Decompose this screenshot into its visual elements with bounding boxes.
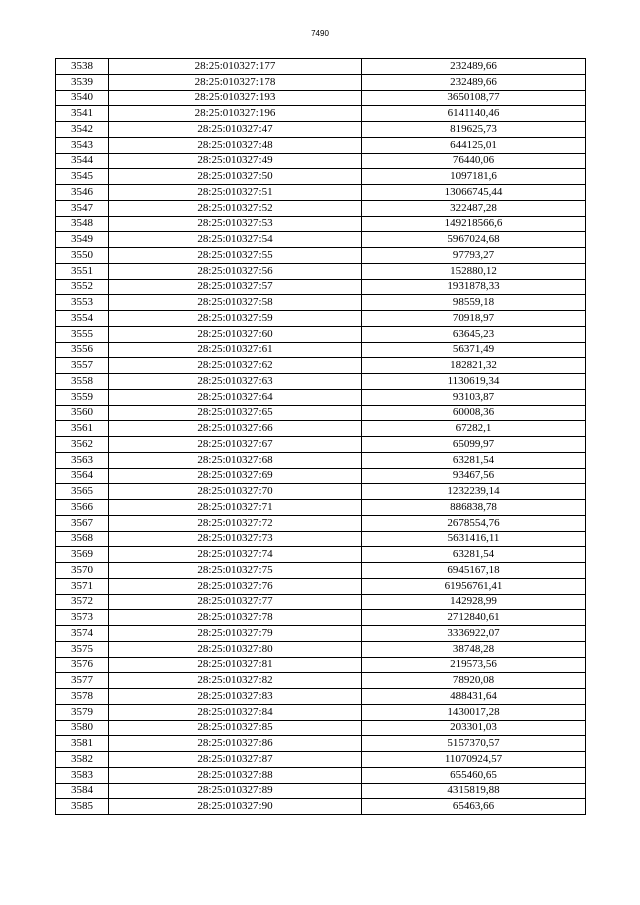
table-row xyxy=(56,610,586,626)
cadastral-number-cell: 28:25:010327:74 xyxy=(109,547,362,563)
cadastral-number-cell: 28:25:010327:59 xyxy=(109,311,362,327)
table-row xyxy=(56,405,586,421)
cadastral-number-cell: 28:25:010327:58 xyxy=(109,295,362,311)
cadastral-number-cell: 28:25:010327:80 xyxy=(109,641,362,657)
table-row xyxy=(56,263,586,279)
cadastral-value-cell: 232489,66 xyxy=(362,59,586,75)
row-number-cell: 3538 xyxy=(56,59,109,75)
table-row xyxy=(56,736,586,752)
table-row xyxy=(56,578,586,594)
row-number-cell: 3565 xyxy=(56,484,109,500)
cadastral-value-cell: 152880,12 xyxy=(362,263,586,279)
table-row xyxy=(56,90,586,106)
table-row xyxy=(56,720,586,736)
row-number-cell: 3581 xyxy=(56,736,109,752)
cadastral-number-cell: 28:25:010327:54 xyxy=(109,232,362,248)
cadastral-value-cell: 322487,28 xyxy=(362,200,586,216)
row-number-cell: 3548 xyxy=(56,216,109,232)
cadastral-number-cell: 28:25:010327:72 xyxy=(109,515,362,531)
cadastral-number-cell: 28:25:010327:76 xyxy=(109,578,362,594)
row-number-cell: 3567 xyxy=(56,515,109,531)
cadastral-value-cell: 1430017,28 xyxy=(362,704,586,720)
row-number-cell: 3554 xyxy=(56,311,109,327)
table-row xyxy=(56,326,586,342)
row-number-cell: 3547 xyxy=(56,200,109,216)
row-number-cell: 3574 xyxy=(56,626,109,642)
table-row xyxy=(56,563,586,579)
table-row xyxy=(56,248,586,264)
cadastral-value-cell: 38748,28 xyxy=(362,641,586,657)
table-row xyxy=(56,500,586,516)
cadastral-value-cell: 63645,23 xyxy=(362,326,586,342)
table-row xyxy=(56,311,586,327)
cadastral-value-cell: 1232239,14 xyxy=(362,484,586,500)
cadastral-value-cell: 219573,56 xyxy=(362,657,586,673)
cadastral-number-cell: 28:25:010327:193 xyxy=(109,90,362,106)
cadastral-value-cell: 5157370,57 xyxy=(362,736,586,752)
cadastral-value-cell: 76440,06 xyxy=(362,153,586,169)
row-number-cell: 3584 xyxy=(56,783,109,799)
cadastral-number-cell: 28:25:010327:82 xyxy=(109,673,362,689)
table-row xyxy=(56,437,586,453)
cadastral-number-cell: 28:25:010327:81 xyxy=(109,657,362,673)
table-row xyxy=(56,767,586,783)
cadastral-number-cell: 28:25:010327:64 xyxy=(109,389,362,405)
row-number-cell: 3552 xyxy=(56,279,109,295)
row-number-cell: 3555 xyxy=(56,326,109,342)
cadastral-value-cell: 78920,08 xyxy=(362,673,586,689)
cadastral-number-cell: 28:25:010327:70 xyxy=(109,484,362,500)
cadastral-value-cell: 67282,1 xyxy=(362,421,586,437)
cadastral-number-cell: 28:25:010327:67 xyxy=(109,437,362,453)
cadastral-number-cell: 28:25:010327:53 xyxy=(109,216,362,232)
row-number-cell: 3577 xyxy=(56,673,109,689)
row-number-cell: 3579 xyxy=(56,704,109,720)
cadastral-number-cell: 28:25:010327:88 xyxy=(109,767,362,783)
table-row xyxy=(56,169,586,185)
row-number-cell: 3573 xyxy=(56,610,109,626)
cadastral-number-cell: 28:25:010327:85 xyxy=(109,720,362,736)
row-number-cell: 3543 xyxy=(56,137,109,153)
table-row xyxy=(56,122,586,138)
row-number-cell: 3578 xyxy=(56,689,109,705)
cadastral-number-cell: 28:25:010327:79 xyxy=(109,626,362,642)
cadastral-value-cell: 1130619,34 xyxy=(362,374,586,390)
table-row xyxy=(56,704,586,720)
cadastral-value-cell: 6945167,18 xyxy=(362,563,586,579)
cadastral-number-cell: 28:25:010327:75 xyxy=(109,563,362,579)
cadastral-value-cell: 1097181,6 xyxy=(362,169,586,185)
table-row xyxy=(56,594,586,610)
row-number-cell: 3583 xyxy=(56,767,109,783)
table-row xyxy=(56,673,586,689)
row-number-cell: 3541 xyxy=(56,106,109,122)
row-number-cell: 3570 xyxy=(56,563,109,579)
cadastral-value-cell: 644125,01 xyxy=(362,137,586,153)
table-row xyxy=(56,468,586,484)
cadastral-number-cell: 28:25:010327:49 xyxy=(109,153,362,169)
cadastral-value-cell: 3650108,77 xyxy=(362,90,586,106)
table-row xyxy=(56,657,586,673)
table-row xyxy=(56,484,586,500)
row-number-cell: 3558 xyxy=(56,374,109,390)
cadastral-number-cell: 28:25:010327:86 xyxy=(109,736,362,752)
cadastral-value-cell: 1931878,33 xyxy=(362,279,586,295)
table-row xyxy=(56,783,586,799)
cadastral-number-cell: 28:25:010327:89 xyxy=(109,783,362,799)
table-row xyxy=(56,185,586,201)
table-row xyxy=(56,452,586,468)
row-number-cell: 3544 xyxy=(56,153,109,169)
cadastral-value-cell: 488431,64 xyxy=(362,689,586,705)
cadastral-value-cell: 142928,99 xyxy=(362,594,586,610)
cadastral-number-cell: 28:25:010327:51 xyxy=(109,185,362,201)
cadastral-value-cell: 6141140,46 xyxy=(362,106,586,122)
cadastral-number-cell: 28:25:010327:66 xyxy=(109,421,362,437)
cadastral-number-cell: 28:25:010327:178 xyxy=(109,74,362,90)
cadastral-number-cell: 28:25:010327:83 xyxy=(109,689,362,705)
row-number-cell: 3540 xyxy=(56,90,109,106)
table-body xyxy=(56,59,586,815)
table-row xyxy=(56,59,586,75)
row-number-cell: 3549 xyxy=(56,232,109,248)
table-row xyxy=(56,531,586,547)
cadastral-value-cell: 655460,65 xyxy=(362,767,586,783)
table-row xyxy=(56,374,586,390)
cadastral-value-cell: 13066745,44 xyxy=(362,185,586,201)
table-row xyxy=(56,74,586,90)
cadastral-number-cell: 28:25:010327:65 xyxy=(109,405,362,421)
cadastral-number-cell: 28:25:010327:61 xyxy=(109,342,362,358)
table-row xyxy=(56,216,586,232)
cadastral-value-cell: 886838,78 xyxy=(362,500,586,516)
cadastral-number-cell: 28:25:010327:71 xyxy=(109,500,362,516)
table-row xyxy=(56,752,586,768)
cadastral-value-cell: 93103,87 xyxy=(362,389,586,405)
cadastral-value-cell: 3336922,07 xyxy=(362,626,586,642)
cadastral-number-cell: 28:25:010327:57 xyxy=(109,279,362,295)
cadastral-value-cell: 203301,03 xyxy=(362,720,586,736)
cadastral-number-cell: 28:25:010327:84 xyxy=(109,704,362,720)
table-row xyxy=(56,547,586,563)
row-number-cell: 3562 xyxy=(56,437,109,453)
cadastral-number-cell: 28:25:010327:73 xyxy=(109,531,362,547)
cadastral-number-cell: 28:25:010327:177 xyxy=(109,59,362,75)
cadastral-value-cell: 65099,97 xyxy=(362,437,586,453)
table-row xyxy=(56,137,586,153)
row-number-cell: 3580 xyxy=(56,720,109,736)
row-number-cell: 3539 xyxy=(56,74,109,90)
table-row xyxy=(56,515,586,531)
cadastral-number-cell: 28:25:010327:78 xyxy=(109,610,362,626)
table-row xyxy=(56,689,586,705)
row-number-cell: 3557 xyxy=(56,358,109,374)
row-number-cell: 3571 xyxy=(56,578,109,594)
cadastral-value-cell: 63281,54 xyxy=(362,547,586,563)
table-row xyxy=(56,342,586,358)
cadastral-value-cell: 149218566,6 xyxy=(362,216,586,232)
cadastral-value-table xyxy=(55,58,586,815)
cadastral-value-cell: 60008,36 xyxy=(362,405,586,421)
row-number-cell: 3582 xyxy=(56,752,109,768)
cadastral-value-cell: 97793,27 xyxy=(362,248,586,264)
cadastral-number-cell: 28:25:010327:87 xyxy=(109,752,362,768)
cadastral-value-cell: 70918,97 xyxy=(362,311,586,327)
cadastral-value-cell: 232489,66 xyxy=(362,74,586,90)
row-number-cell: 3553 xyxy=(56,295,109,311)
cadastral-value-cell: 5631416,11 xyxy=(362,531,586,547)
table-row xyxy=(56,389,586,405)
cadastral-value-cell: 5967024,68 xyxy=(362,232,586,248)
row-number-cell: 3556 xyxy=(56,342,109,358)
table-row xyxy=(56,626,586,642)
row-number-cell: 3559 xyxy=(56,389,109,405)
row-number-cell: 3572 xyxy=(56,594,109,610)
cadastral-value-cell: 2678554,76 xyxy=(362,515,586,531)
cadastral-value-cell: 56371,49 xyxy=(362,342,586,358)
row-number-cell: 3545 xyxy=(56,169,109,185)
cadastral-number-cell: 28:25:010327:55 xyxy=(109,248,362,264)
table-row xyxy=(56,232,586,248)
row-number-cell: 3546 xyxy=(56,185,109,201)
cadastral-number-cell: 28:25:010327:50 xyxy=(109,169,362,185)
table-row xyxy=(56,106,586,122)
row-number-cell: 3568 xyxy=(56,531,109,547)
cadastral-number-cell: 28:25:010327:60 xyxy=(109,326,362,342)
cadastral-value-cell: 11070924,57 xyxy=(362,752,586,768)
table-row xyxy=(56,153,586,169)
row-number-cell: 3566 xyxy=(56,500,109,516)
cadastral-number-cell: 28:25:010327:63 xyxy=(109,374,362,390)
table-row xyxy=(56,279,586,295)
table-row xyxy=(56,641,586,657)
row-number-cell: 3585 xyxy=(56,799,109,815)
cadastral-value-cell: 4315819,88 xyxy=(362,783,586,799)
table-row xyxy=(56,358,586,374)
table-row xyxy=(56,799,586,815)
cadastral-value-cell: 65463,66 xyxy=(362,799,586,815)
cadastral-value-cell: 93467,56 xyxy=(362,468,586,484)
row-number-cell: 3561 xyxy=(56,421,109,437)
cadastral-number-cell: 28:25:010327:90 xyxy=(109,799,362,815)
row-number-cell: 3563 xyxy=(56,452,109,468)
row-number-cell: 3560 xyxy=(56,405,109,421)
row-number-cell: 3542 xyxy=(56,122,109,138)
cadastral-value-cell: 98559,18 xyxy=(362,295,586,311)
row-number-cell: 3576 xyxy=(56,657,109,673)
cadastral-number-cell: 28:25:010327:68 xyxy=(109,452,362,468)
table-row xyxy=(56,421,586,437)
cadastral-number-cell: 28:25:010327:48 xyxy=(109,137,362,153)
cadastral-number-cell: 28:25:010327:69 xyxy=(109,468,362,484)
cadastral-value-cell: 61956761,41 xyxy=(362,578,586,594)
row-number-cell: 3575 xyxy=(56,641,109,657)
cadastral-number-cell: 28:25:010327:77 xyxy=(109,594,362,610)
table-row xyxy=(56,200,586,216)
cadastral-value-cell: 819625,73 xyxy=(362,122,586,138)
row-number-cell: 3564 xyxy=(56,468,109,484)
cadastral-value-cell: 182821,32 xyxy=(362,358,586,374)
cadastral-number-cell: 28:25:010327:196 xyxy=(109,106,362,122)
row-number-cell: 3569 xyxy=(56,547,109,563)
row-number-cell: 3551 xyxy=(56,263,109,279)
page-number: 7490 xyxy=(311,29,329,38)
cadastral-value-cell: 63281,54 xyxy=(362,452,586,468)
table-row xyxy=(56,295,586,311)
cadastral-number-cell: 28:25:010327:62 xyxy=(109,358,362,374)
cadastral-number-cell: 28:25:010327:52 xyxy=(109,200,362,216)
cadastral-value-cell: 2712840,61 xyxy=(362,610,586,626)
cadastral-number-cell: 28:25:010327:56 xyxy=(109,263,362,279)
cadastral-number-cell: 28:25:010327:47 xyxy=(109,122,362,138)
row-number-cell: 3550 xyxy=(56,248,109,264)
